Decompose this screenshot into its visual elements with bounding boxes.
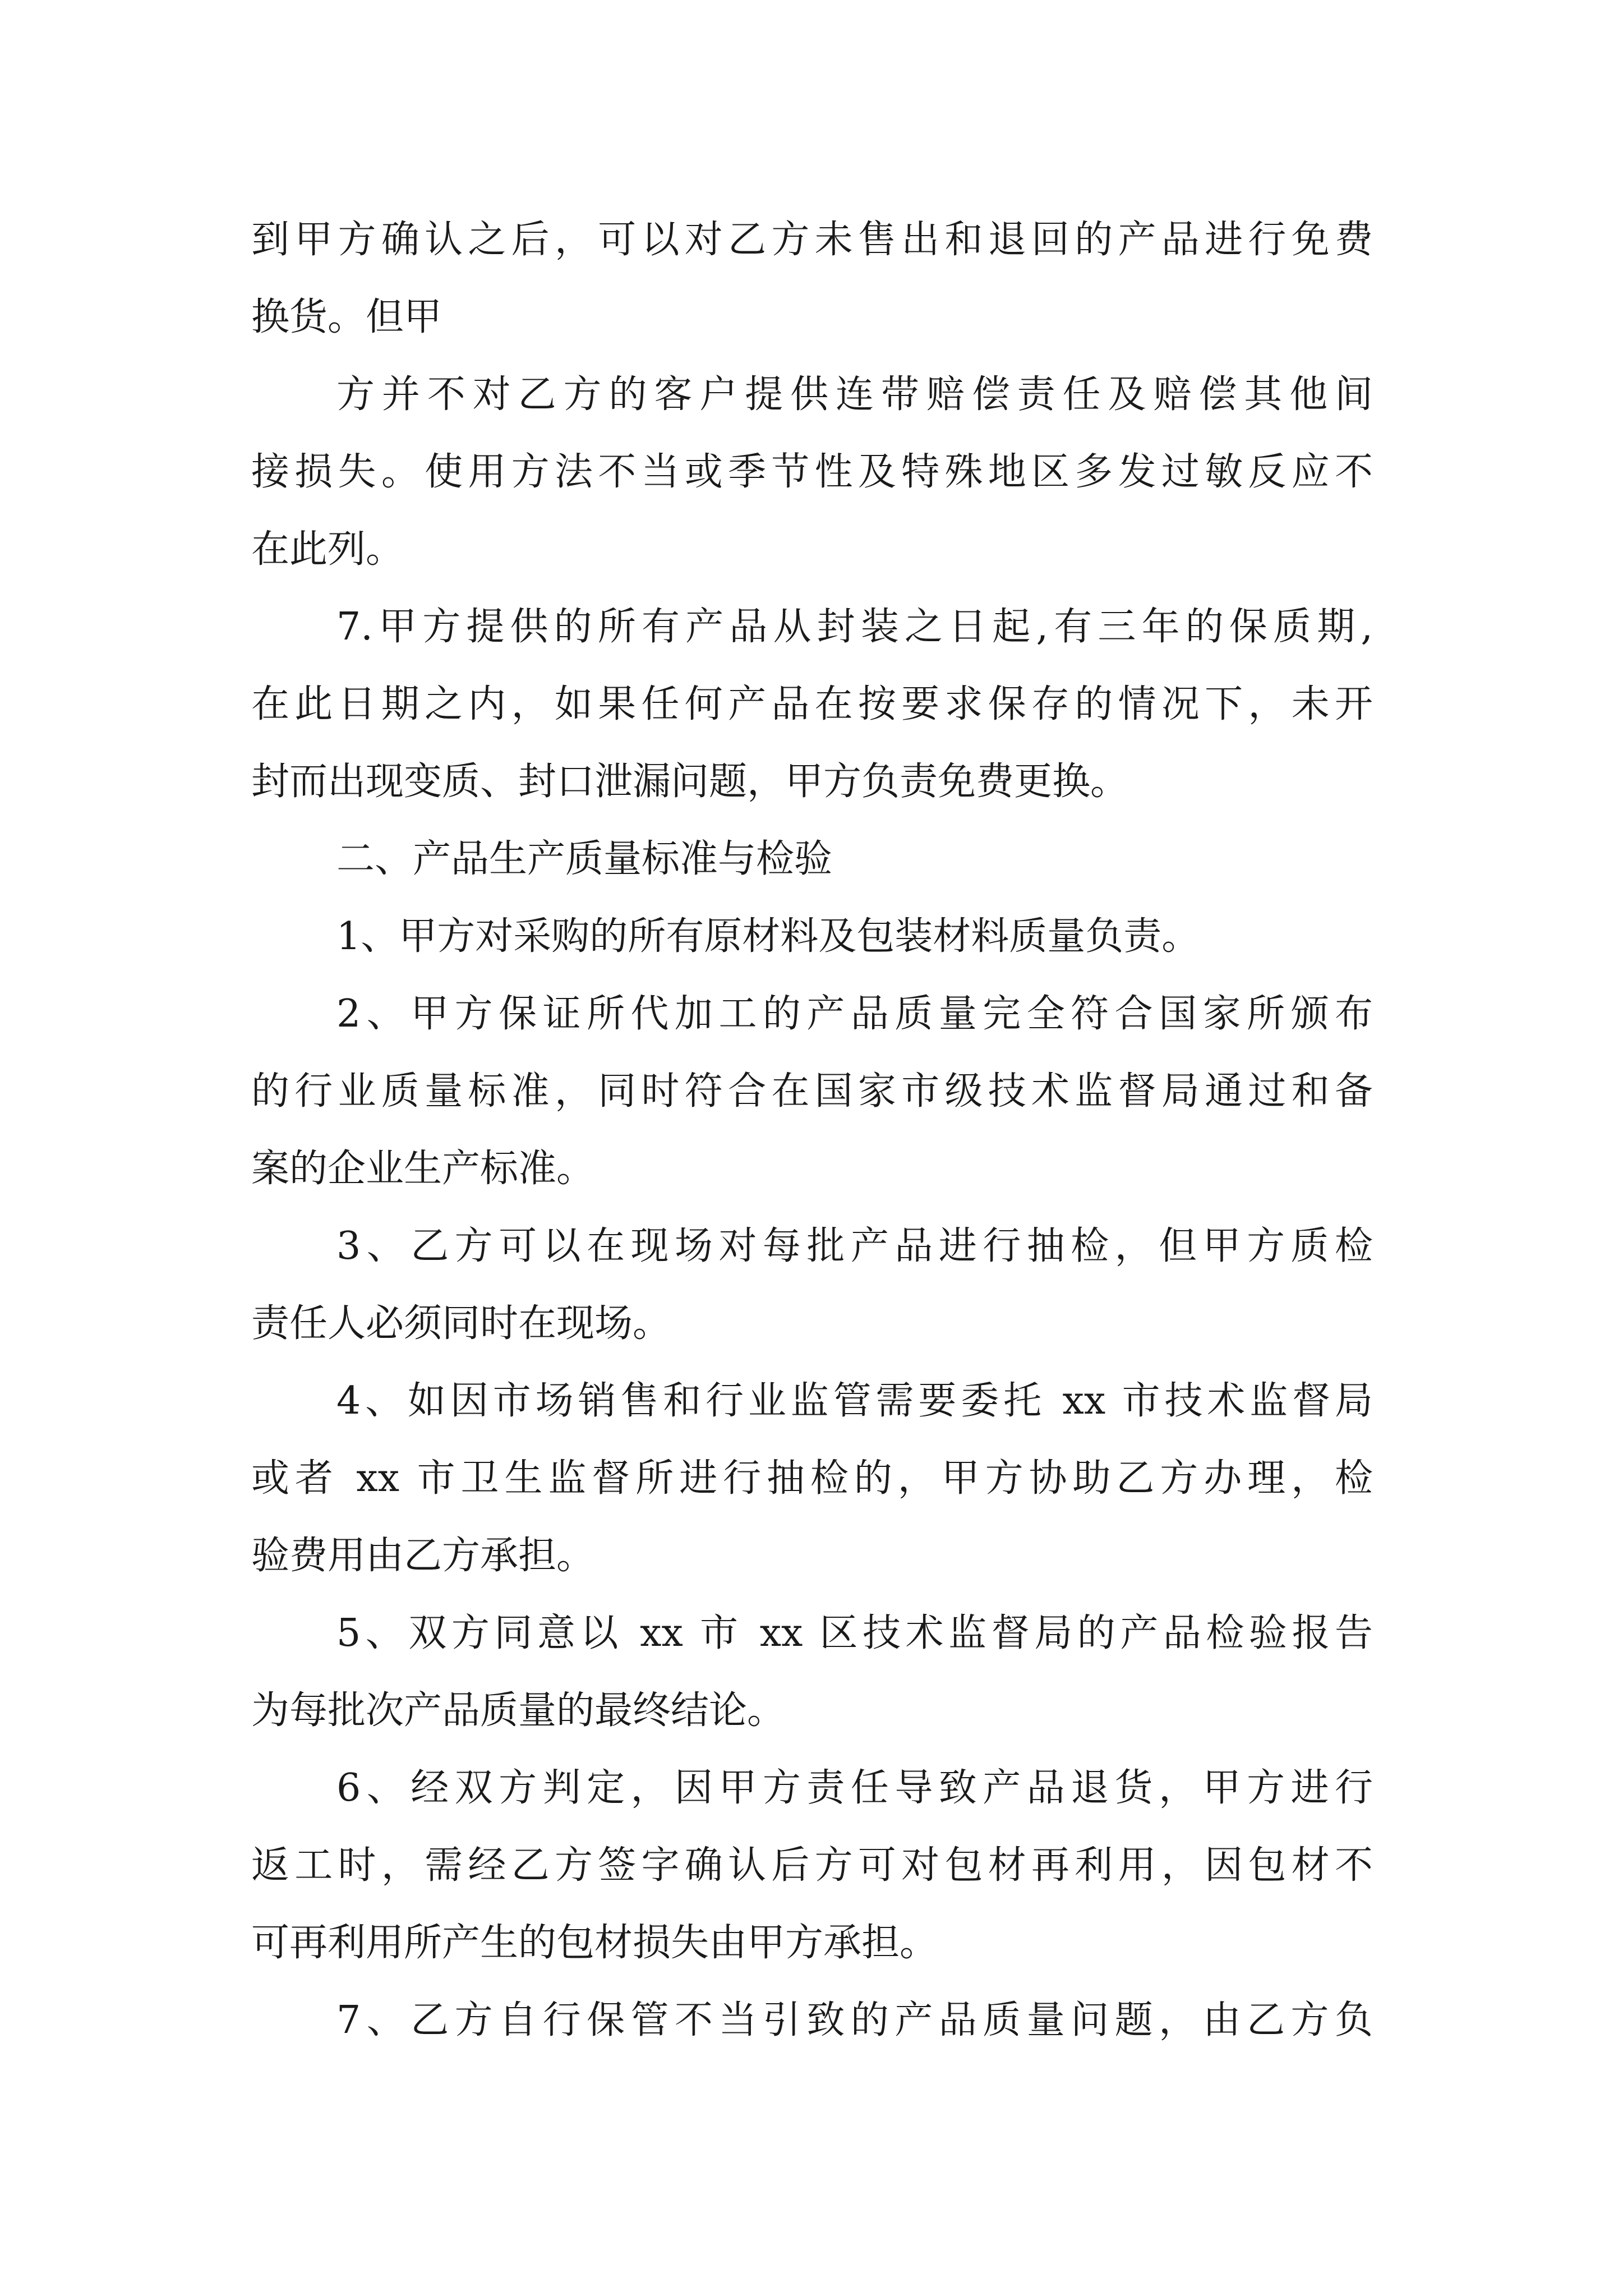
text-line: 接损失。使用方法不当或季节性及特殊地区多发过敏反应不	[251, 450, 1373, 494]
text-line: 在此列。	[251, 527, 404, 572]
text-line: 1、甲方对采购的所有原材料及包装材料质量负责。	[336, 914, 1200, 959]
text-line: 可再利用所产生的包材损失由甲方承担。	[251, 1921, 938, 1965]
text-line: 验费用由乙方承担。	[251, 1534, 595, 1578]
text-line: 3、乙方可以在现场对每批产品进行抽检，但甲方质检	[336, 1224, 1373, 1268]
text-line: 7.甲方提供的所有产品从封装之日起,有三年的保质期,	[336, 605, 1373, 649]
text-line: 或者 xx 市卫生监督所进行抽检的，甲方协助乙方办理，检	[251, 1456, 1373, 1501]
text-line: 在此日期之内，如果任何产品在按要求保存的情况下，未开	[251, 682, 1373, 726]
text-line: 返工时，需经乙方签字确认后方可对包材再利用，因包材不	[251, 1843, 1373, 1888]
text-line: 7、乙方自行保管不当引致的产品质量问题，由乙方负	[336, 1998, 1373, 2042]
text-line: 的行业质量标准，同时符合在国家市级技术监督局通过和备	[251, 1069, 1373, 1114]
section-heading: 二、产品生产质量标准与检验	[336, 837, 833, 881]
text-line: 5、双方同意以 xx 市 xx 区技术监督局的产品检验报告	[336, 1611, 1373, 1655]
text-line: 6、经双方判定，因甲方责任导致产品退货，甲方进行	[336, 1766, 1373, 1810]
text-line: 为每批次产品质量的最终结论。	[251, 1688, 786, 1733]
text-line: 4、如因市场销售和行业监管需要委托 xx 市技术监督局	[336, 1379, 1373, 1423]
text-line: 方并不对乙方的客户提供连带赔偿责任及赔偿其他间	[336, 372, 1373, 417]
text-line: 责任人必须同时在现场。	[251, 1301, 671, 1346]
text-line: 到甲方确认之后，可以对乙方未售出和退回的产品进行免费	[251, 218, 1373, 262]
text-line: 换货。但甲	[251, 295, 442, 339]
text-line: 案的企业生产标准。	[251, 1147, 595, 1191]
text-line: 2、甲方保证所代加工的产品质量完全符合国家所颁布	[336, 992, 1373, 1036]
text-line: 封而出现变质、封口泄漏问题，甲方负责免费更换。	[251, 760, 1129, 804]
